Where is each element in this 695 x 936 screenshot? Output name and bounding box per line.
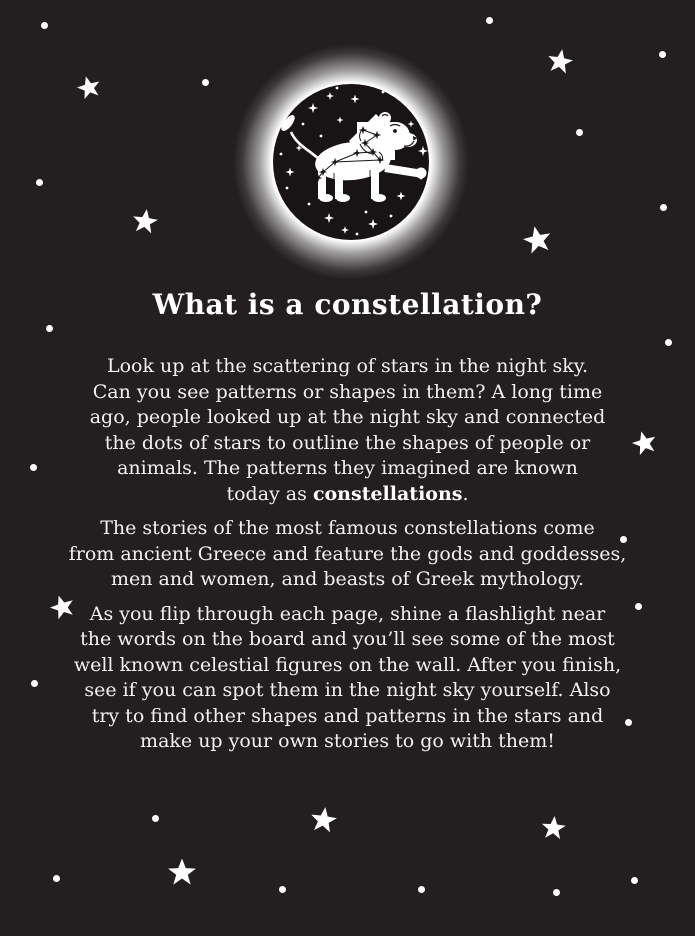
star-icon bbox=[130, 207, 159, 236]
text-line: the words on the board and you’ll see some of the most bbox=[80, 628, 615, 650]
star-dot-icon bbox=[36, 179, 43, 186]
text-line: see if you can spot them in the night sky yourself. Also bbox=[84, 679, 611, 701]
text-line: today as constellations. bbox=[226, 482, 469, 505]
leo-emblem bbox=[233, 44, 469, 280]
paragraph-1 bbox=[0, 354, 695, 507]
star-dot-icon bbox=[202, 79, 209, 86]
intro-text bbox=[0, 354, 695, 764]
text-line: The stories of the most famous constellations come bbox=[100, 517, 595, 539]
sparkle-dot-icon bbox=[280, 153, 283, 156]
star-dot-icon bbox=[152, 815, 159, 822]
star-icon bbox=[545, 47, 575, 77]
leo-lion-constellation-icon bbox=[233, 44, 469, 280]
text-line: the dots of stars to outline the shapes of people or bbox=[104, 431, 591, 454]
text-line: As you flip through each page, shine a flashlight near bbox=[89, 602, 606, 625]
star-dot-icon bbox=[53, 875, 60, 882]
star-dot-icon bbox=[279, 886, 286, 893]
text-line: ago, people looked up at the night sky and connected bbox=[89, 406, 606, 428]
star-dot-icon bbox=[659, 51, 666, 58]
text-line: Look up at the scattering of stars in the night sky. bbox=[107, 355, 588, 377]
text-line: animals. The patterns they imagined are known bbox=[117, 457, 578, 479]
text-line: well known celestial figures on the wall. After you finish, bbox=[73, 653, 622, 676]
star-icon bbox=[308, 805, 338, 835]
star-dot-icon bbox=[660, 204, 667, 211]
text-line: from ancient Greece and feature the gods and goddesses, bbox=[68, 542, 627, 565]
star-dot-icon bbox=[576, 129, 583, 136]
star-dot-icon bbox=[665, 339, 672, 346]
star-icon bbox=[520, 223, 554, 257]
paragraph-2 bbox=[0, 516, 695, 593]
star-icon bbox=[74, 73, 103, 102]
sparkle-dot-icon bbox=[302, 123, 305, 126]
sparkle-dot-icon bbox=[320, 135, 323, 138]
star-icon bbox=[168, 859, 197, 888]
bold-keyword: constellations bbox=[312, 482, 463, 505]
paragraph-3 bbox=[0, 602, 695, 755]
sparkle-dot-icon bbox=[308, 203, 311, 206]
sparkle-dot-icon bbox=[356, 233, 359, 236]
sparkle-dot-icon bbox=[336, 87, 339, 90]
text-line: make up your own stories to go with them! bbox=[140, 730, 555, 752]
star-dot-icon bbox=[631, 877, 638, 884]
sparkle-dot-icon bbox=[365, 211, 368, 214]
star-dot-icon bbox=[553, 889, 560, 896]
star-dot-icon bbox=[46, 325, 53, 332]
text-line: try to find other shapes and patterns in the stars and bbox=[91, 704, 604, 727]
star-icon bbox=[539, 814, 566, 841]
sparkle-dot-icon bbox=[286, 187, 289, 190]
star-dot-icon bbox=[41, 22, 48, 29]
sparkle-dot-icon bbox=[382, 91, 385, 94]
sparkle-dot-icon bbox=[410, 109, 413, 112]
page-title: What is a constellation? bbox=[152, 288, 543, 321]
sparkle-dot-icon bbox=[390, 215, 393, 218]
star-dot-icon bbox=[486, 17, 493, 24]
text-line: men and women, and beasts of Greek mythology. bbox=[110, 568, 585, 590]
text-line: Can you see patterns or shapes in them? A long time bbox=[92, 380, 603, 403]
star-dot-icon bbox=[418, 886, 425, 893]
